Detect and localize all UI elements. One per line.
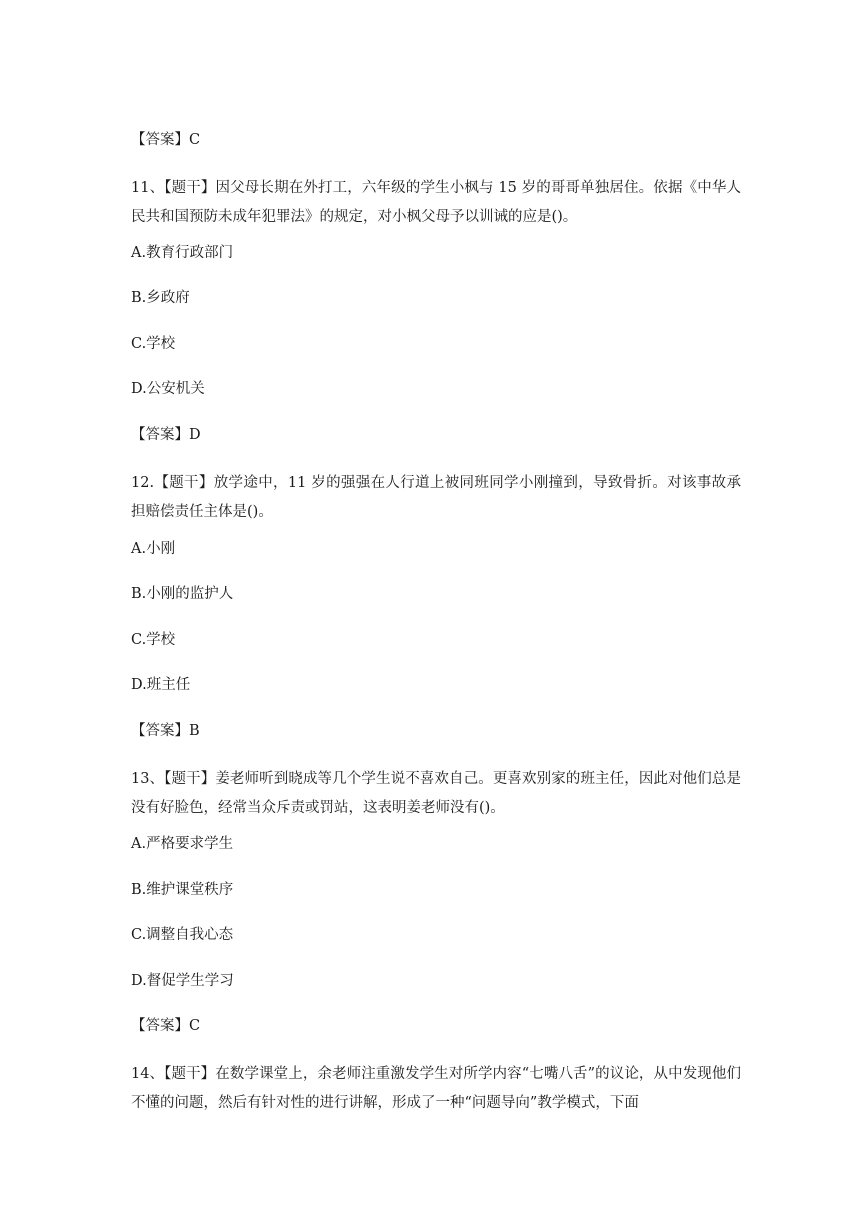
- answer-line: 【答案】D: [131, 427, 201, 443]
- answer-line: 【答案】C: [131, 1018, 201, 1034]
- option-d: D.督促学生学习: [131, 973, 234, 989]
- answer-line: 【答案】B: [131, 723, 200, 739]
- question-stem-12: 12.【题干】放学途中，11 岁的强强在人行道上被同班同学小刚撞到，导致骨折。对该事故承担赔偿责任主体是()。: [131, 475, 741, 520]
- question-stem-11: 11、【题干】因父母长期在外打工，六年级的学生小枫与 15 岁的哥哥单独居住。依据《中华人民共和国预防未成年犯罪法》的规定，对小枫父母予以训诫的应是()。: [131, 180, 741, 225]
- option-b: B.小刚的监护人: [131, 586, 234, 602]
- answer-line: 【答案】C: [131, 132, 201, 148]
- option-c: C.学校: [131, 336, 176, 352]
- question-stem-14: 14、【题干】在数学课堂上，余老师注重激发学生对所学内容“七嘴八舌”的议论，从中发现他们不懂的问题，然后有针对性的进行讲解，形成了一种“问题导向”教学模式，下面: [131, 1066, 741, 1111]
- option-c: C.调整自我心态: [131, 927, 234, 943]
- option-a: A.教育行政部门: [131, 245, 234, 261]
- option-a: A.严格要求学生: [131, 836, 234, 852]
- option-a: A.小刚: [131, 541, 176, 557]
- option-d: D.公安机关: [131, 381, 205, 397]
- option-b: B.乡政府: [131, 290, 190, 306]
- option-b: B.维护课堂秩序: [131, 882, 234, 898]
- option-c: C.学校: [131, 632, 176, 648]
- question-stem-13: 13、【题干】姜老师听到晓成等几个学生说不喜欢自己。更喜欢别家的班主任，因此对他们总是没有好脸色，经常当众斥责或罚站，这表明姜老师没有()。: [131, 771, 741, 816]
- option-d: D.班主任: [131, 677, 191, 693]
